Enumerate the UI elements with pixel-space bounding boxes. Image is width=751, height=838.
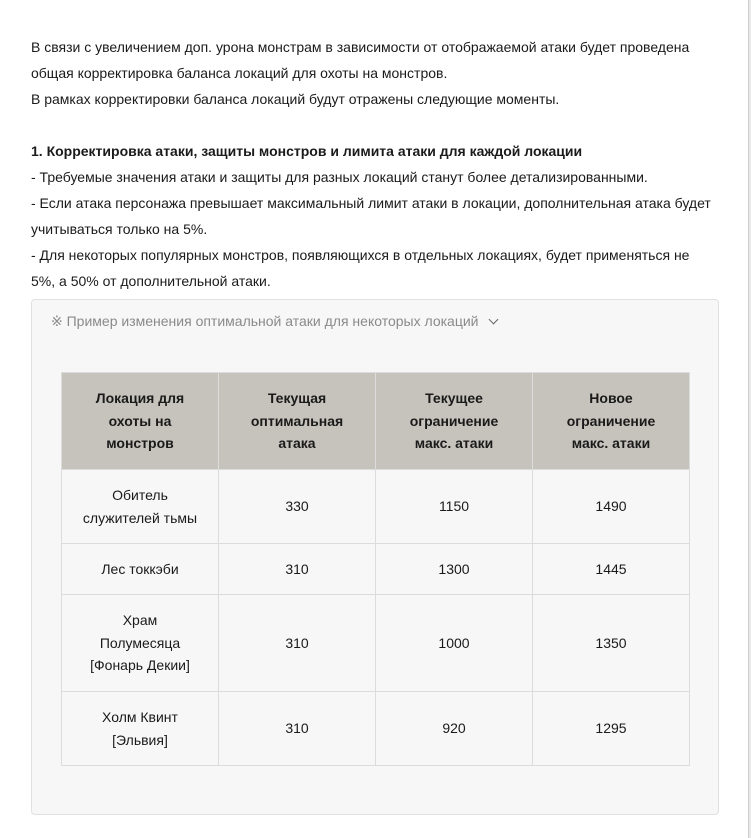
section-title: 1. Корректировка атаки, защиты монстров и лимита атаки для каждой локации: [31, 143, 583, 159]
header-current-optimal-attack: Текущая оптимальная атака: [219, 373, 376, 470]
chevron-down-icon[interactable]: [489, 314, 499, 324]
table-header-row: [62, 373, 690, 470]
example-panel: [31, 299, 719, 815]
cell-location: Холм Квинт [Эльвия]: [62, 692, 219, 766]
table-row: [62, 470, 690, 544]
cell-current-max: 1150: [376, 470, 533, 544]
bullet-line: - Для некоторых популярных монстров, появляющихся в отдельных локациях, будет применяться не: [31, 247, 690, 263]
cell-location: Храм Полумесяца [Фонарь Декии]: [62, 595, 219, 692]
cell-new-max: 1445: [533, 544, 690, 595]
attack-limit-table: [61, 372, 690, 766]
header-location: Локация для охоты на монстров: [62, 373, 219, 470]
cell-optimal-attack: 310: [219, 595, 376, 692]
article-body: [31, 34, 721, 294]
intro-line: В рамках корректировки баланса локаций будут отражены следующие моменты.: [31, 91, 560, 107]
cell-current-max: 1000: [376, 595, 533, 692]
paragraph-spacer: [31, 112, 721, 138]
cell-optimal-attack: 330: [219, 470, 376, 544]
table-row: [62, 692, 690, 766]
cell-location: Лес токкэби: [62, 544, 219, 595]
bullet-line: учитываться только на 5%.: [31, 221, 208, 237]
table-row: [62, 595, 690, 692]
intro-line: В связи с увеличением доп. урона монстрам в зависимости от отображаемой атаки будет проведена: [31, 39, 690, 55]
bullet-line: - Если атака персонажа превышает максимальный лимит атаки в локации, дополнительная атака будет: [31, 195, 711, 211]
cell-new-max: 1490: [533, 470, 690, 544]
cell-current-max: 1300: [376, 544, 533, 595]
header-current-max-attack: Текущее ограничение макс. атаки: [376, 373, 533, 470]
cell-location: Обитель служителей тьмы: [62, 470, 219, 544]
example-panel-title: ※ Пример изменения оптимальной атаки для некоторых локаций: [51, 313, 479, 329]
cell-optimal-attack: 310: [219, 692, 376, 766]
table-row: [62, 544, 690, 595]
cell-new-max: 1350: [533, 595, 690, 692]
cell-new-max: 1295: [533, 692, 690, 766]
cell-optimal-attack: 310: [219, 544, 376, 595]
bullet-line: - Требуемые значения атаки и защиты для разных локаций станут более детализированными.: [31, 169, 648, 185]
cell-current-max: 920: [376, 692, 533, 766]
bullet-line: 5%, а 50% от дополнительной атаки.: [31, 273, 271, 289]
intro-line: общая корректировка баланса локаций для охоты на монстров.: [31, 65, 448, 81]
header-new-max-attack: Новое ограничение макс. атаки: [533, 373, 690, 470]
example-panel-toggle[interactable]: [51, 310, 497, 332]
